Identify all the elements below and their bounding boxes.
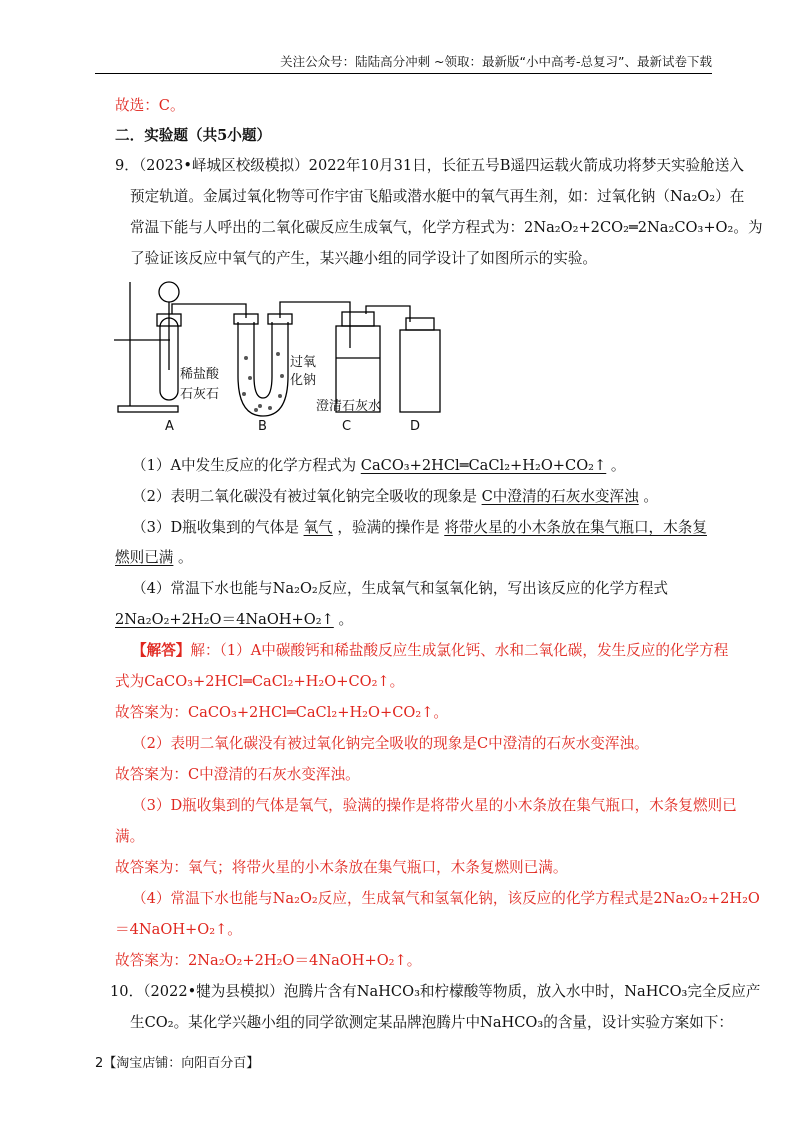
solution-line-1: 【解答】解：（1）A中碳酸钙和稀盐酸反应生成氯化钙、水和二氧化碳，发生反应的化学方程 [132, 642, 729, 659]
solution-line-3: 故答案为：CaCO₃+2HCl═CaCl₂+H₂O+CO₂↑。 [115, 704, 449, 721]
prev-answer: 故选：C。 [115, 97, 185, 114]
label-a: A [165, 419, 174, 434]
header-divider [95, 73, 712, 74]
q9-line4: 了验证该反应中氧气的产生，某兴趣小组的同学设计了如图所示的实验。 [130, 250, 598, 267]
label-peroxide-2: 化钠 [290, 373, 317, 388]
sub-question-2: （2）表明二氧化碳没有被过氧化钠完全吸收的现象是 C中澄清的石灰水变浑浊 。 [132, 488, 658, 505]
section-title: 二．实验题（共5小题） [115, 127, 272, 144]
sub-question-3: （3）D瓶收集到的气体是 氧气 ，验满的操作是 将带火星的小木条放在集气瓶口，木条复 [132, 519, 707, 536]
sub3-answer2b: 燃则已满 [115, 549, 174, 566]
q10-line2: 生CO₂。某化学兴趣小组的同学欲测定某品牌泡腾片中NaHCO₃的含量，设计实验方案如下： [130, 1014, 733, 1031]
solution-tag: 【解答】 [132, 642, 191, 659]
label-peroxide-1: 过氧 [290, 355, 317, 370]
solution-line-2: 式为CaCO₃+2HCl═CaCl₂+H₂O+CO₂↑。 [115, 673, 405, 690]
sub-question-3-cont: 燃则已满 。 [115, 549, 193, 566]
sub3-answer1: 氧气 [303, 519, 333, 536]
label-limewater: 澄清石灰水 [316, 399, 382, 414]
solution-line-4: （2）表明二氧化碳没有被过氧化钠完全吸收的现象是C中澄清的石灰水变浑浊。 [132, 735, 649, 752]
solution-line-8: 故答案为：氧气；将带火星的小木条放在集气瓶口，木条复燃则已满。 [115, 859, 568, 876]
page-header: 关注公众号：陆陆高分冲刺 ~领取：最新版“小中高考-总复习”、最新试卷下载 [280, 54, 712, 69]
sub-question-4-answer: 2Na₂O₂+2H₂O＝4NaOH+O₂↑ 。 [115, 611, 354, 628]
sub-question-4: （4）常温下水也能与Na₂O₂反应，生成氧气和氢氧化钠，写出该反应的化学方程式 [132, 580, 669, 597]
sub2-answer: C中澄清的石灰水变浑浊 [481, 488, 639, 505]
sub-question-1: （1）A中发生反应的化学方程式为 CaCO₃+2HCl═CaCl₂+H₂O+CO₂↑ 。 [132, 457, 626, 474]
label-limestone: 石灰石 [180, 387, 220, 402]
solution-line-9: （4）常温下水也能与Na₂O₂反应，生成氧气和氢氧化钠，该反应的化学方程式是2Na₂O₂+2H₂O [132, 890, 760, 907]
solution-line-10: ＝4NaOH+O₂↑。 [115, 921, 242, 938]
label-d: D [410, 419, 421, 434]
q9-line3: 常温下能与人呼出的二氧化碳反应生成氧气，化学方程式为：2Na₂O₂+2CO₂═2Na₂CO₃+O₂。为 [130, 219, 763, 236]
q10-line1: 10．（2022•犍为县模拟）泡腾片含有NaHCO₃和柠檬酸等物质，放入水中时，NaHCO₃完全反应产 [110, 983, 761, 1000]
label-acid: 稀盐酸 [180, 367, 220, 382]
sub4-answer: 2Na₂O₂+2H₂O＝4NaOH+O₂↑ [115, 611, 334, 628]
sub3-answer2a: 将带火星的小木条放在集气瓶口，木条复 [444, 519, 707, 536]
sub1-answer: CaCO₃+2HCl═CaCl₂+H₂O+CO₂↑ [360, 457, 607, 474]
q9-line1: 9．（2023•峄城区校级模拟）2022年10月31日，长征五号B遥四运载火箭成功将梦天实验舱送入 [115, 157, 744, 174]
experiment-apparatus-figure [110, 278, 450, 438]
solution-line-5: 故答案为：C中澄清的石灰水变浑浊。 [115, 766, 360, 783]
label-b: B [258, 419, 267, 434]
label-c: C [342, 419, 352, 434]
q9-line2: 预定轨道。金属过氧化物等可作宇宙飞船或潜水艇中的氧气再生剂，如：过氧化钠（Na₂O₂）在 [130, 188, 745, 205]
solution-line-11: 故答案为：2Na₂O₂+2H₂O＝4NaOH+O₂↑。 [115, 952, 422, 969]
solution-line-7: 满。 [115, 828, 145, 845]
page-footer: 2【淘宝店铺：向阳百分百】 [95, 1056, 260, 1071]
solution-line-6: （3）D瓶收集到的气体是氧气，验满的操作是将带火星的小木条放在集气瓶口，木条复燃则已 [132, 797, 737, 814]
